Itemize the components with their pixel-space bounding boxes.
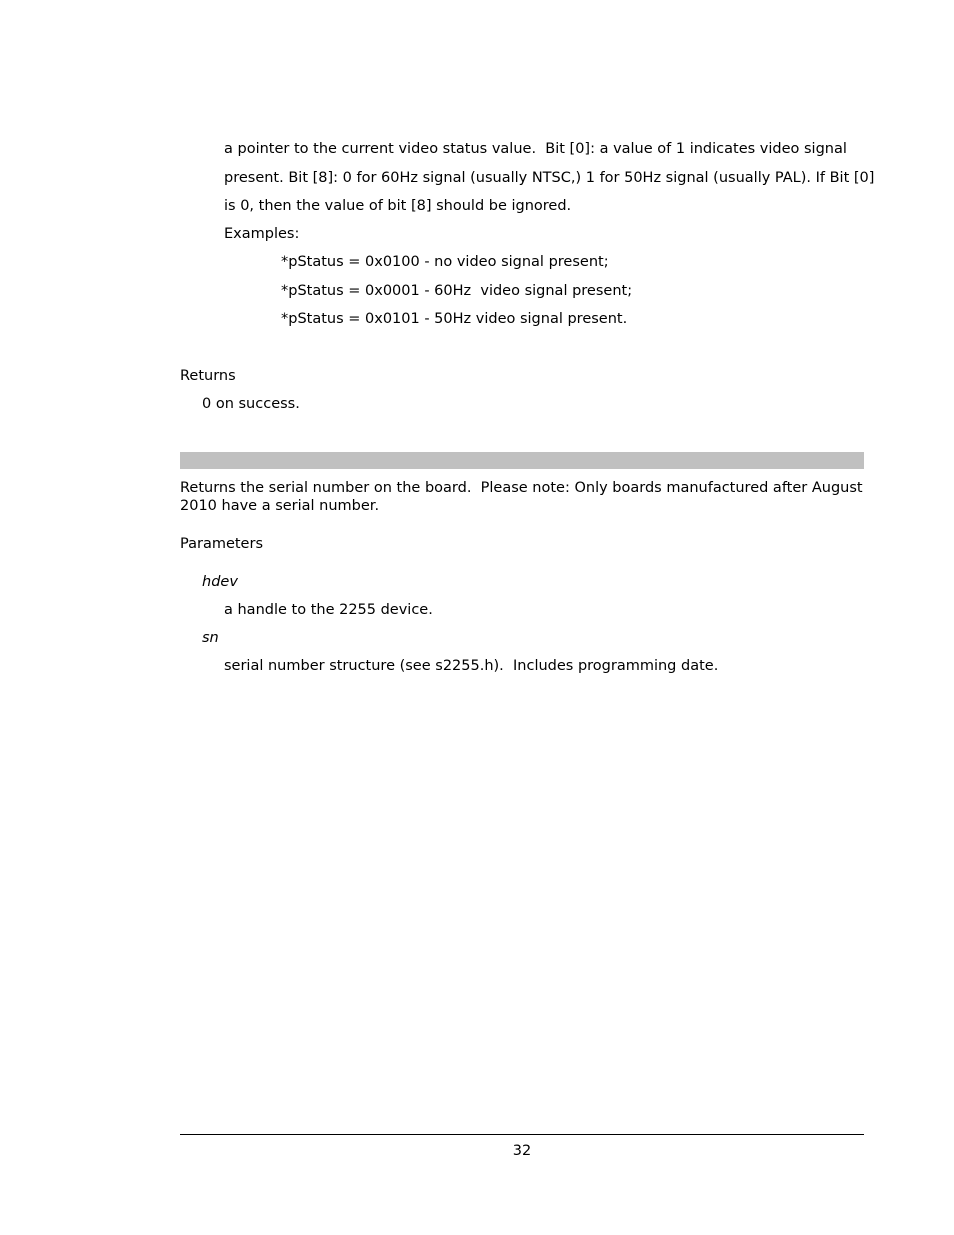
serial-description-line-1: Returns the serial number on the board. Please note: Only boards manufactured after August: [180, 480, 863, 496]
examples-label: Examples:: [224, 226, 300, 242]
param-name-sn: sn: [202, 630, 219, 646]
returns-value: 0 on success.: [202, 396, 300, 412]
param-description-sn: serial number structure (see s2255.h). Includes programming date.: [224, 658, 719, 674]
footer-rule: [180, 1134, 864, 1135]
section-header-bar: [180, 452, 864, 469]
example-line: *pStatus = 0x0101 - 50Hz video signal present.: [281, 311, 628, 327]
returns-heading: Returns: [180, 368, 236, 384]
status-description-line-3: is 0, then the value of bit [8] should be ignored.: [224, 198, 572, 214]
status-description-line-2: present. Bit [8]: 0 for 60Hz signal (usually NTSC,) 1 for 50Hz signal (usually PAL). If Bit [0]: [224, 170, 875, 186]
example-line: *pStatus = 0x0100 - no video signal present;: [281, 254, 609, 270]
page-number: 32: [512, 1143, 532, 1159]
parameters-heading: Parameters: [180, 536, 263, 552]
status-description-line-1: a pointer to the current video status value. Bit [0]: a value of 1 indicates video signal: [224, 141, 847, 157]
param-name-hdev: hdev: [202, 574, 238, 590]
example-line: *pStatus = 0x0001 - 60Hz video signal present;: [281, 283, 633, 299]
serial-description-line-2: 2010 have a serial number.: [180, 498, 380, 514]
param-description-hdev: a handle to the 2255 device.: [224, 602, 433, 618]
